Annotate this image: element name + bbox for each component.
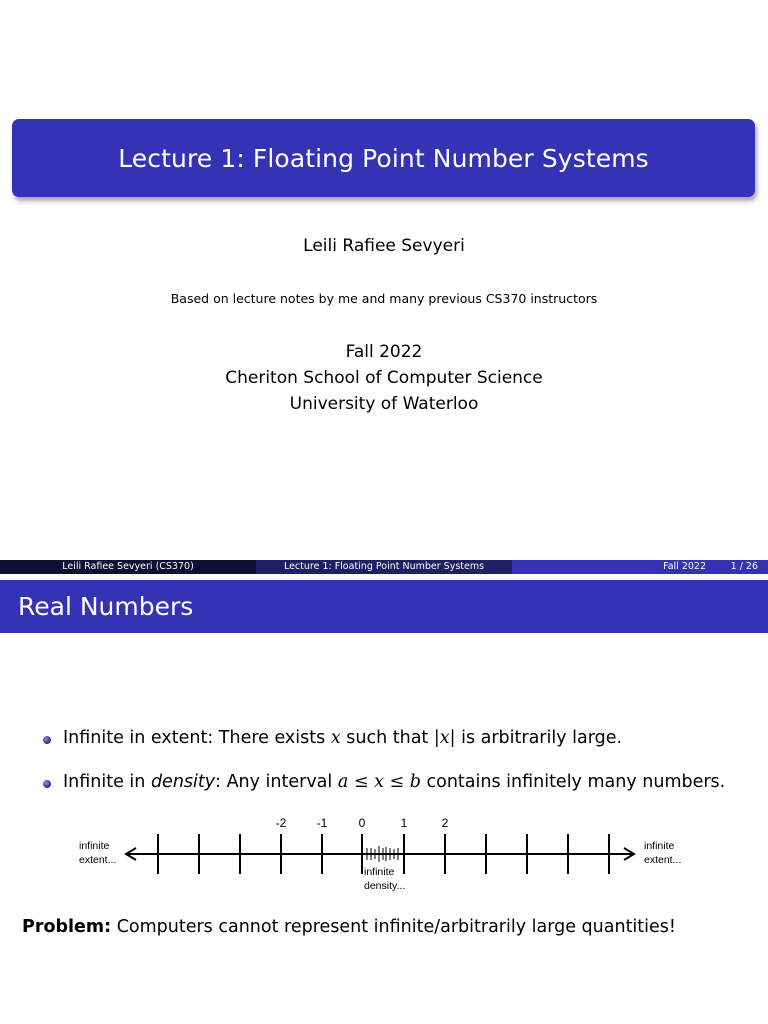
bullet-icon: [43, 780, 51, 788]
footer-page-number: 1 / 26: [730, 561, 758, 572]
footer-right: [512, 560, 768, 574]
term: Fall 2022: [345, 342, 423, 362]
title-banner: [12, 119, 755, 197]
problem-text: Computers cannot represent infinite/arbitrarily large quantities!: [116, 917, 676, 937]
author-name: Leili Rafiee Sevyeri: [303, 236, 465, 256]
problem-label: Problem:: [22, 917, 112, 937]
tick-label: 2: [441, 816, 449, 830]
tick-label: 0: [358, 816, 366, 830]
school: Cheriton School of Computer Science: [225, 368, 543, 388]
footer-title: Lecture 1: Floating Point Number Systems: [256, 560, 512, 574]
tick-label: 1: [400, 816, 408, 830]
university: University of Waterloo: [289, 394, 479, 414]
frame-title: Real Numbers: [0, 580, 768, 633]
lecture-title: Lecture 1: Floating Point Number Systems: [118, 143, 649, 173]
density-label: infinite: [364, 866, 395, 878]
left-extent-label: infinite: [79, 840, 110, 852]
footer-date: Fall 2022: [663, 561, 706, 572]
right-extent-label: extent...: [644, 854, 682, 866]
tick-label: -1: [316, 816, 328, 830]
right-extent-label: infinite: [644, 840, 675, 852]
density-label: density...: [364, 880, 406, 892]
bullet-icon: [43, 736, 51, 744]
slide-footer: [0, 560, 768, 574]
left-extent-label: extent...: [79, 854, 117, 866]
problem-statement: [22, 917, 676, 937]
institution-block: [0, 339, 768, 417]
number-line-figure: [70, 810, 700, 900]
tick-label: -2: [275, 816, 287, 830]
footer-author: Leili Rafiee Sevyeri (CS370): [0, 560, 256, 574]
based-on-note: Based on lecture notes by me and many previous CS370 instructors: [170, 291, 598, 306]
